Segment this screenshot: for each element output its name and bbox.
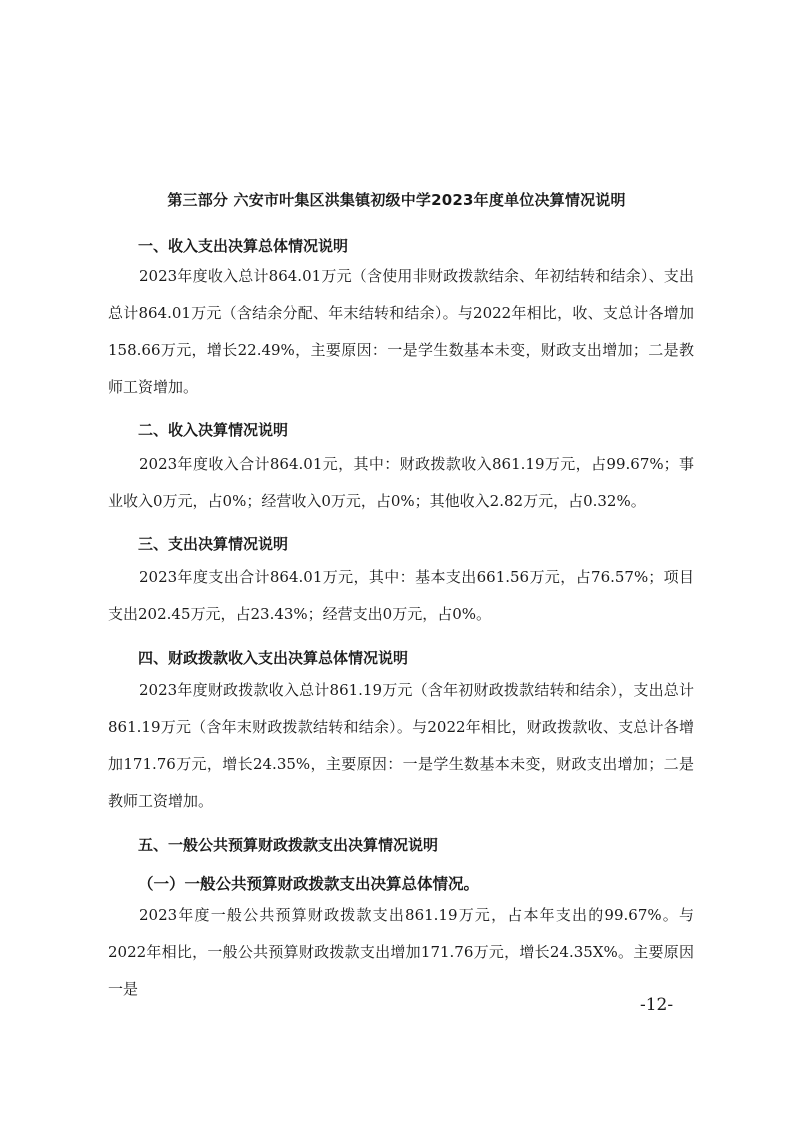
subsection-paragraph: 2023年度一般公共预算财政拨款支出861.19万元，占本年支出的99.67%。与2022年相比，一般公共预算财政拨款支出增加171.76万元，增长24.35X%。主要原因一是 <box>108 906 694 998</box>
section-heading-1: 一、收入支出决算总体情况说明 <box>138 237 349 255</box>
section-paragraph-2: 2023年度收入合计864.01元，其中：财政拨款收入861.19万元，占99.67%；事业收入0万元，占0%；经营收入0万元，占0%；其他收入2.82万元，占0.32%。 <box>108 455 694 510</box>
section-heading-4: 四、财政拨款收入支出决算总体情况说明 <box>138 649 409 667</box>
section-heading-2: 二、收入决算情况说明 <box>138 421 289 439</box>
page-number: -12- <box>640 995 674 1015</box>
section-heading-5: 五、一般公共预算财政拨款支出决算情况说明 <box>138 836 439 854</box>
section-paragraph-1: 2023年度收入总计864.01万元（含使用非财政拨款结余、年初结转和结余）、支出总计864.01万元（含结余分配、年末结转和结余）。与2022年相比，收、支总计各增加158.66万元，增长22.49%，主要原因：一是学生数基本未变，财政支出增加；二是教师工资增加。 <box>108 267 694 396</box>
page-title: 第三部分 六安市叶集区洪集镇初级中学2023年度单位决算情况说明 <box>167 191 626 209</box>
section-heading-3: 三、支出决算情况说明 <box>138 535 289 553</box>
subsection-heading: （一）一般公共预算财政拨款支出决算总体情况。 <box>138 875 480 893</box>
section-paragraph-3: 2023年度支出合计864.01万元，其中：基本支出661.56万元，占76.57%；项目支出202.45万元，占23.43%；经营支出0万元，占0%。 <box>108 568 694 623</box>
section-paragraph-4: 2023年度财政拨款收入总计861.19万元（含年初财政拨款结转和结余），支出总计861.19万元（含年末财政拨款结转和结余）。与2022年相比，财政拨款收、支总计各增加171.76万元，增长24.35%，主要原因：一是学生数基本未变，财政支出增加；二是教师工资增加。 <box>108 681 694 810</box>
